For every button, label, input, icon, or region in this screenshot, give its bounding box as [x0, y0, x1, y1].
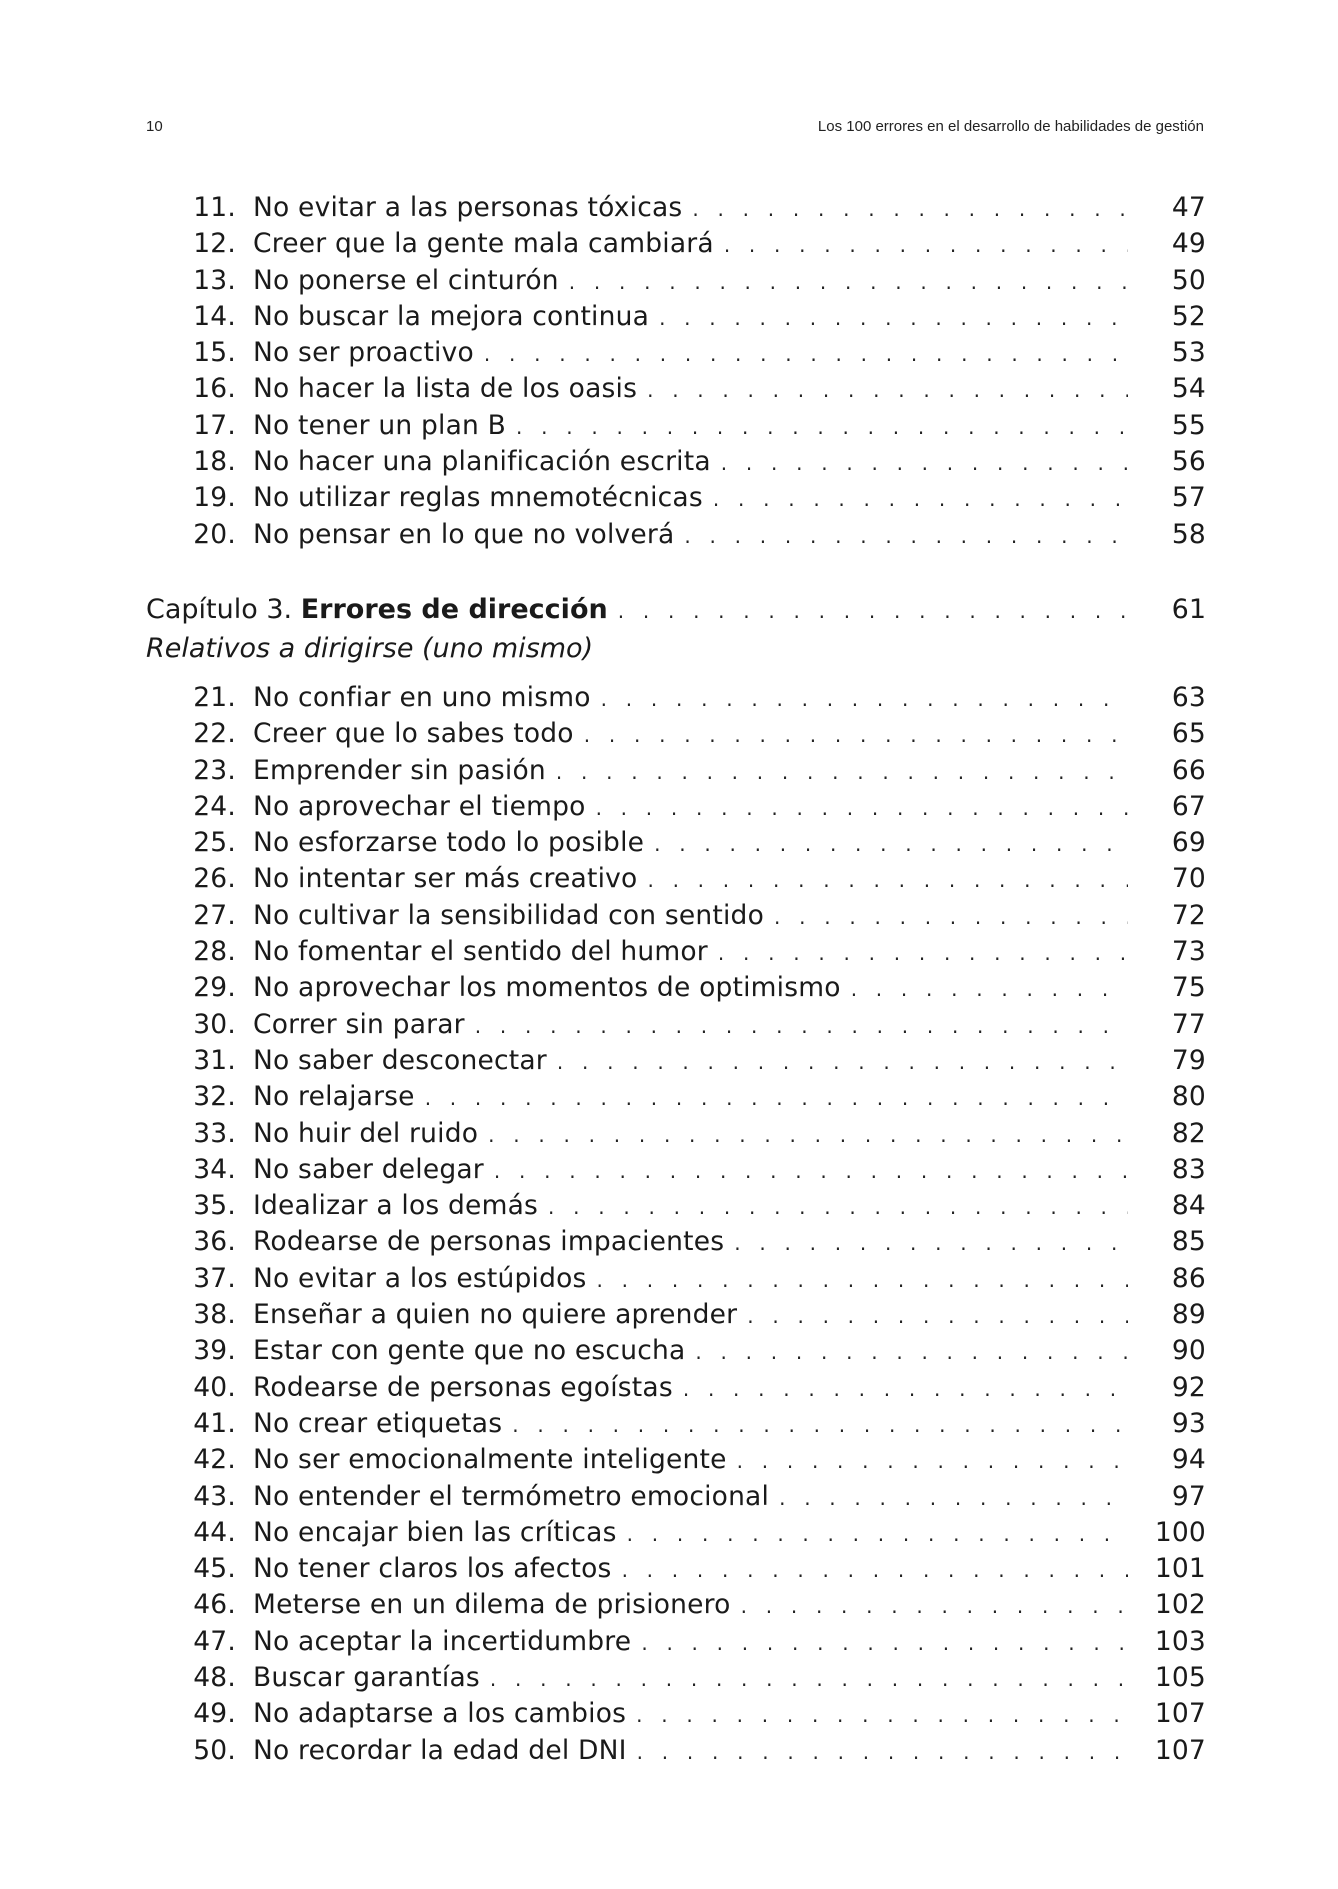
- entry-title: No tener un plan B: [253, 409, 507, 441]
- entry-number: 50.: [193, 1734, 236, 1766]
- toc-entry: [146, 1370, 1206, 1406]
- leader-dots: [684, 518, 1128, 554]
- entry-number: 16.: [193, 373, 236, 405]
- entry-page-number: 94: [1171, 1444, 1206, 1476]
- leader-dots: [747, 1298, 1128, 1334]
- entry-page-number: 65: [1171, 718, 1206, 750]
- entry-title: No cultivar la sensibilidad con sentido: [253, 899, 764, 931]
- entry-title: No fomentar el sentido del humor: [253, 936, 708, 968]
- toc-section-after: [146, 680, 1206, 1769]
- toc-section-before: [146, 190, 1206, 553]
- entry-number: 44.: [193, 1516, 236, 1548]
- entry-title: No esforzarse todo lo posible: [253, 827, 645, 859]
- entry-number: 40.: [193, 1371, 236, 1403]
- entry-title: No hacer la lista de los oasis: [253, 373, 638, 405]
- leader-dots: [618, 591, 1128, 631]
- entry-page-number: 69: [1171, 827, 1206, 859]
- leader-dots: [569, 264, 1128, 300]
- entry-page-number: 80: [1171, 1081, 1206, 1113]
- entry-title: Buscar garantías: [253, 1662, 480, 1694]
- toc-entry: [146, 1406, 1206, 1442]
- toc-entry: [146, 444, 1206, 480]
- leader-dots: [774, 899, 1128, 935]
- entry-page-number: 102: [1154, 1589, 1206, 1621]
- entry-page-number: 47: [1171, 192, 1206, 223]
- entry-page-number: 100: [1154, 1516, 1206, 1548]
- entry-page-number: 89: [1171, 1299, 1206, 1331]
- toc-entry: [146, 1733, 1206, 1769]
- entry-title: No huir del ruido: [253, 1117, 479, 1149]
- leader-dots: [692, 191, 1128, 227]
- leader-dots: [494, 1153, 1128, 1189]
- entry-page-number: 75: [1171, 972, 1206, 1004]
- toc-entry: [146, 1297, 1206, 1333]
- entry-title: Creer que la gente mala cambiará: [253, 228, 714, 260]
- entry-title: No utilizar reglas mnemotécnicas: [253, 482, 703, 514]
- leader-dots: [601, 681, 1128, 717]
- entry-page-number: 49: [1171, 228, 1206, 260]
- entry-title: No recordar la edad del DNI: [253, 1734, 627, 1766]
- entry-title: No confiar en uno mismo: [253, 682, 591, 713]
- entry-title: No saber desconectar: [253, 1044, 547, 1076]
- entry-title: No tener claros los afectos: [253, 1553, 612, 1585]
- toc-entry: [146, 1551, 1206, 1587]
- entry-page-number: 66: [1171, 754, 1206, 786]
- leader-dots: [647, 372, 1128, 408]
- entry-number: 48.: [193, 1662, 236, 1694]
- entry-page-number: 105: [1154, 1662, 1206, 1694]
- entry-number: 33.: [193, 1117, 236, 1149]
- entry-number: 12.: [193, 228, 236, 260]
- entry-title: No evitar a las personas tóxicas: [253, 192, 683, 223]
- entry-number: 34.: [193, 1153, 236, 1185]
- entry-number: 46.: [193, 1589, 236, 1621]
- entry-page-number: 107: [1154, 1734, 1206, 1766]
- leader-dots: [597, 1262, 1128, 1298]
- entry-title: No encajar bien las críticas: [253, 1516, 617, 1548]
- entry-number: 11.: [193, 192, 236, 223]
- entry-page-number: 54: [1171, 373, 1206, 405]
- entry-title: No aprovechar los momentos de optimismo: [253, 972, 841, 1004]
- entry-number: 28.: [193, 936, 236, 968]
- entry-page-number: 85: [1171, 1226, 1206, 1258]
- entry-number: 47.: [193, 1625, 236, 1657]
- leader-dots: [741, 1588, 1128, 1624]
- chapter-title: [146, 590, 618, 630]
- entry-number: 41.: [193, 1407, 236, 1439]
- entry-number: 24.: [193, 790, 236, 822]
- toc-entry: [146, 480, 1206, 516]
- entry-page-number: 103: [1154, 1625, 1206, 1657]
- entry-title: No ser emocionalmente inteligente: [253, 1444, 727, 1476]
- entry-number: 15.: [193, 337, 236, 369]
- toc-entry: [146, 1442, 1206, 1478]
- toc-entry: [146, 1660, 1206, 1696]
- entry-title: No relajarse: [253, 1081, 415, 1113]
- entry-number: 32.: [193, 1081, 236, 1113]
- entry-number: 49.: [193, 1698, 236, 1730]
- entry-number: 13.: [193, 264, 236, 296]
- chapter-heading: [146, 590, 1206, 630]
- entry-number: 21.: [193, 682, 236, 713]
- entry-number: 31.: [193, 1044, 236, 1076]
- entry-number: 18.: [193, 446, 236, 478]
- leader-dots: [683, 1371, 1128, 1407]
- chapter-name: Errores de dirección: [300, 594, 608, 625]
- entry-page-number: 93: [1171, 1407, 1206, 1439]
- leader-dots: [779, 1480, 1128, 1516]
- entry-page-number: 50: [1171, 264, 1206, 296]
- toc-entry: [146, 517, 1206, 553]
- leader-dots: [737, 1443, 1128, 1479]
- entry-title: Idealizar a los demás: [253, 1190, 539, 1222]
- toc-entry: [146, 1515, 1206, 1551]
- toc-entry: [146, 1043, 1206, 1079]
- leader-dots: [622, 1552, 1128, 1588]
- leader-dots: [596, 790, 1128, 826]
- entry-page-number: 58: [1171, 518, 1206, 550]
- entry-number: 25.: [193, 827, 236, 859]
- toc-entry: [146, 1261, 1206, 1297]
- entry-number: 19.: [193, 482, 236, 514]
- entry-number: 43.: [193, 1480, 236, 1512]
- entry-page-number: 90: [1171, 1335, 1206, 1367]
- entry-page-number: 79: [1171, 1044, 1206, 1076]
- page-number: 10: [146, 118, 163, 135]
- leader-dots: [734, 1225, 1128, 1261]
- leader-dots: [512, 1407, 1128, 1443]
- leader-dots: [484, 336, 1128, 372]
- entry-number: 14.: [193, 300, 236, 332]
- toc-entry: [146, 1333, 1206, 1369]
- toc-entry: [146, 263, 1206, 299]
- toc-entry: [146, 226, 1206, 262]
- leader-dots: [641, 1625, 1128, 1661]
- entry-page-number: 92: [1171, 1371, 1206, 1403]
- toc-entry: [146, 190, 1206, 226]
- entry-number: 29.: [193, 972, 236, 1004]
- entry-title: No hacer una planificación escrita: [253, 446, 711, 478]
- entry-number: 42.: [193, 1444, 236, 1476]
- chapter-label: Capítulo 3.: [146, 594, 293, 625]
- book-title: Los 100 errores en el desarrollo de habilidades de gestión: [817, 118, 1204, 135]
- toc-entry: [146, 1116, 1206, 1152]
- entry-title: No saber delegar: [253, 1153, 484, 1185]
- entry-page-number: 70: [1171, 863, 1206, 895]
- leader-dots: [659, 300, 1128, 336]
- entry-page-number: 52: [1171, 300, 1206, 332]
- leader-dots: [647, 862, 1128, 898]
- leader-dots: [627, 1516, 1128, 1552]
- entry-page-number: 97: [1171, 1480, 1206, 1512]
- toc-entry: [146, 789, 1206, 825]
- leader-dots: [695, 1334, 1128, 1370]
- toc-entry: [146, 335, 1206, 371]
- entry-page-number: 67: [1171, 790, 1206, 822]
- entry-number: 26.: [193, 863, 236, 895]
- toc-entry: [146, 1624, 1206, 1660]
- toc-entry: [146, 1696, 1206, 1732]
- entry-title: No pensar en lo que no volverá: [253, 518, 675, 550]
- entry-title: Estar con gente que no escucha: [253, 1335, 686, 1367]
- toc-entry: [146, 753, 1206, 789]
- entry-title: Meterse en un dilema de prisionero: [253, 1589, 731, 1621]
- leader-dots: [636, 1697, 1128, 1733]
- entry-title: No ser proactivo: [253, 337, 474, 369]
- entry-number: 35.: [193, 1190, 236, 1222]
- entry-page-number: 82: [1171, 1117, 1206, 1149]
- toc-entry: [146, 1224, 1206, 1260]
- entry-number: 37.: [193, 1262, 236, 1294]
- entry-page-number: 101: [1154, 1553, 1206, 1585]
- toc-entry: [146, 1079, 1206, 1115]
- entry-title: Enseñar a quien no quiere aprender: [253, 1299, 738, 1331]
- entry-title: No aprovechar el tiempo: [253, 790, 586, 822]
- leader-dots: [851, 971, 1128, 1007]
- entry-page-number: 73: [1171, 936, 1206, 968]
- leader-dots: [724, 227, 1128, 263]
- leader-dots: [556, 754, 1128, 790]
- chapter-subtitle: Relativos a dirigirse (uno mismo): [146, 633, 594, 664]
- toc-entry: [146, 970, 1206, 1006]
- entry-title: No entender el termómetro emocional: [253, 1480, 770, 1512]
- toc-entry: [146, 299, 1206, 335]
- leader-dots: [718, 935, 1128, 971]
- entry-title: No evitar a los estúpidos: [253, 1262, 587, 1294]
- leader-dots: [584, 717, 1128, 753]
- entry-page-number: 57: [1171, 482, 1206, 514]
- entry-number: 30.: [193, 1008, 236, 1040]
- entry-title: No buscar la mejora continua: [253, 300, 650, 332]
- leader-dots: [490, 1661, 1128, 1697]
- entry-number: 22.: [193, 718, 236, 750]
- entry-number: 45.: [193, 1553, 236, 1585]
- leader-dots: [654, 826, 1128, 862]
- entry-page-number: 77: [1171, 1008, 1206, 1040]
- entry-title: Creer que lo sabes todo: [253, 718, 574, 750]
- entry-title: Emprender sin pasión: [253, 754, 546, 786]
- entry-number: 36.: [193, 1226, 236, 1258]
- leader-dots: [475, 1008, 1128, 1044]
- entry-page-number: 56: [1171, 446, 1206, 478]
- leader-dots: [721, 445, 1128, 481]
- entry-page-number: 84: [1171, 1190, 1206, 1222]
- leader-dots: [425, 1080, 1128, 1116]
- toc-entry: [146, 371, 1206, 407]
- toc-entry: [146, 898, 1206, 934]
- leader-dots: [713, 481, 1128, 517]
- leader-dots: [557, 1044, 1128, 1080]
- toc-entry: [146, 825, 1206, 861]
- entry-page-number: 55: [1171, 409, 1206, 441]
- entry-title: Rodearse de personas impacientes: [253, 1226, 725, 1258]
- entry-page-number: 86: [1171, 1262, 1206, 1294]
- toc-entry: [146, 1479, 1206, 1515]
- entry-title: No intentar ser más creativo: [253, 863, 638, 895]
- entry-number: 27.: [193, 899, 236, 931]
- entry-page-number: 72: [1171, 899, 1206, 931]
- entry-title: No aceptar la incertidumbre: [253, 1625, 632, 1657]
- leader-dots: [637, 1734, 1128, 1770]
- entry-title: Rodearse de personas egoístas: [253, 1371, 673, 1403]
- chapter-page-number: 61: [1171, 594, 1206, 625]
- entry-page-number: 107: [1154, 1698, 1206, 1730]
- toc-entry: [146, 408, 1206, 444]
- leader-dots: [516, 409, 1128, 445]
- entry-number: 23.: [193, 754, 236, 786]
- toc-entry: [146, 1188, 1206, 1224]
- entry-number: 20.: [193, 518, 236, 550]
- toc-entry: [146, 1152, 1206, 1188]
- entry-title: No crear etiquetas: [253, 1407, 503, 1439]
- toc-entry: [146, 934, 1206, 970]
- toc-entry: [146, 680, 1206, 716]
- toc-entry: [146, 716, 1206, 752]
- entry-number: 38.: [193, 1299, 236, 1331]
- entry-number: 17.: [193, 409, 236, 441]
- running-head: [146, 118, 1204, 135]
- toc-entry: [146, 1587, 1206, 1623]
- leader-dots: [488, 1117, 1128, 1153]
- entry-title: Correr sin parar: [253, 1008, 465, 1040]
- entry-page-number: 53: [1171, 337, 1206, 369]
- entry-title: No ponerse el cinturón: [253, 264, 559, 296]
- entry-page-number: 83: [1171, 1153, 1206, 1185]
- toc-entry: [146, 861, 1206, 897]
- entry-title: No adaptarse a los cambios: [253, 1698, 627, 1730]
- toc-entry: [146, 1007, 1206, 1043]
- entry-page-number: 63: [1171, 682, 1206, 713]
- leader-dots: [548, 1189, 1128, 1225]
- entry-number: 39.: [193, 1335, 236, 1367]
